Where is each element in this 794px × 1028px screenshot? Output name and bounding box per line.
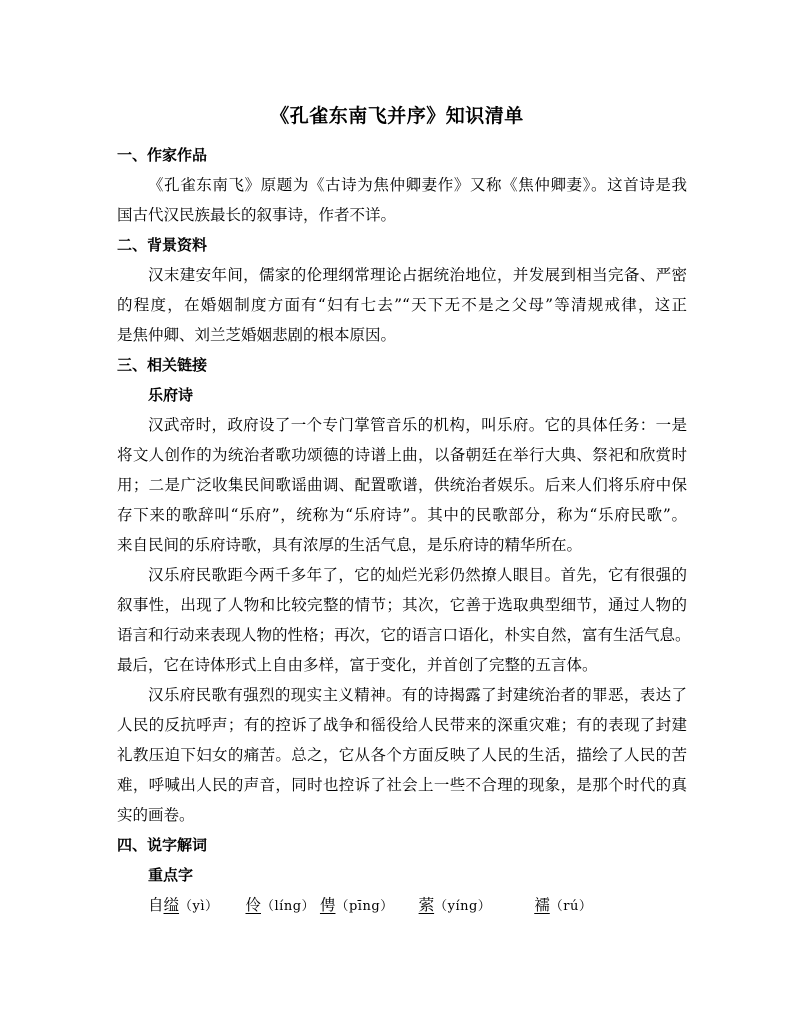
char-pinyin: （yíng）	[434, 899, 492, 914]
key-characters-list	[117, 890, 687, 920]
text-line: 实的画卷。	[117, 806, 195, 824]
char-glyph: 萦	[418, 896, 435, 914]
char-item-ling	[245, 890, 315, 922]
section-heading-author-works: 一、作家作品	[117, 146, 208, 164]
char-glyph: 襦	[534, 896, 550, 914]
text-line: 用；二是广泛收集民间歌谣曲调、配置歌谱，供统治者娱乐。后来人们将乐府中保	[117, 476, 687, 494]
text-line: 汉乐府民歌有强烈的现实主义精神。有的诗揭露了封建统治者的罪恶，表达了	[148, 686, 687, 704]
text-line: 是焦仲卿、刘兰芝婚姻悲剧的根本原因。	[117, 326, 397, 344]
text-line: 人民的反抗呼声；有的控诉了战争和徭役给人民带来的深重灾难；有的表现了封建	[117, 716, 687, 734]
section-heading-vocabulary: 四、说字解词	[117, 836, 208, 854]
char-item-ying	[419, 890, 492, 922]
text-line: 将文人创作的为统治者歌功颂德的诗谱上曲，以备朝廷在举行大典、祭祀和欣赏时	[117, 446, 687, 464]
document-title: 《孔雀东南飞并序》知识清单	[270, 105, 524, 127]
char-item-yi	[148, 890, 219, 922]
text-line: 的程度，在婚姻制度方面有“妇有七去”“天下无不是之父母”等清规戒律，这正	[117, 296, 687, 314]
paragraph-author-works	[117, 170, 687, 230]
text-line: 难，呼喊出人民的声音，同时也控诉了社会上一些不合理的现象，是那个时代的真	[117, 776, 687, 794]
char-prefix: 自	[148, 896, 164, 914]
paragraph-yuefu-intro	[117, 410, 687, 560]
text-line: 汉武帝时，政府设了一个专门掌管音乐的机构，叫乐府。它的具体任务：一是	[148, 416, 687, 434]
char-glyph: 伶	[245, 896, 261, 914]
char-pinyin: （yì）	[179, 899, 219, 914]
char-pinyin: （rú）	[549, 899, 593, 914]
document-body	[117, 140, 691, 920]
text-line: 最后，它在诗体形式上自由多样，富于变化，并首创了完整的五言体。	[117, 656, 598, 674]
text-line: 存下来的歌辞叫“乐府”，统称为“乐府诗”。其中的民歌部分，称为“乐府民歌”。	[117, 506, 687, 524]
subheading-yuefu-poetry: 乐府诗	[148, 386, 194, 404]
section-heading-related-links: 三、相关链接	[117, 356, 208, 374]
text-line: 汉乐府民歌距今两千多年了，它的灿烂光彩仍然撩人眼目。首先，它有很强的	[148, 566, 687, 584]
char-pinyin: （pīng）	[335, 899, 394, 914]
text-line: 语言和行动来表现人物的性格；再次，它的语言口语化，朴实自然，富有生活气息。	[117, 626, 691, 644]
section-heading-background: 二、背景资料	[117, 236, 208, 254]
char-glyph: 俜	[319, 896, 336, 914]
char-item-ru	[534, 890, 592, 922]
char-pinyin: （líng）	[261, 899, 316, 914]
paragraph-yuefu-realism	[117, 680, 687, 830]
text-line: 来自民间的乐府诗歌，具有浓厚的生活气息，是乐府诗的精华所在。	[117, 536, 583, 554]
text-line: 国古代汉民族最长的叙事诗，作者不详。	[117, 206, 397, 224]
paragraph-background	[117, 260, 687, 350]
char-item-ping	[320, 890, 394, 922]
text-line: 汉末建安年间，儒家的伦理纲常理论占据统治地位，并发展到相当完备、严密	[148, 266, 687, 284]
subheading-key-characters: 重点字	[148, 866, 194, 884]
text-line: 礼教压迫下妇女的痛苦。总之，它从各个方面反映了人民的生活，描绘了人民的苦	[117, 746, 687, 764]
paragraph-yuefu-features	[117, 560, 691, 680]
char-glyph: 缢	[163, 896, 180, 914]
text-line: 叙事性，出现了人物和比较完整的情节；其次，它善于选取典型细节，通过人物的	[117, 596, 687, 614]
text-line: 《孔雀东南飞》原题为《古诗为焦仲卿妻作》又称《焦仲卿妻》。这首诗是我	[148, 176, 687, 194]
